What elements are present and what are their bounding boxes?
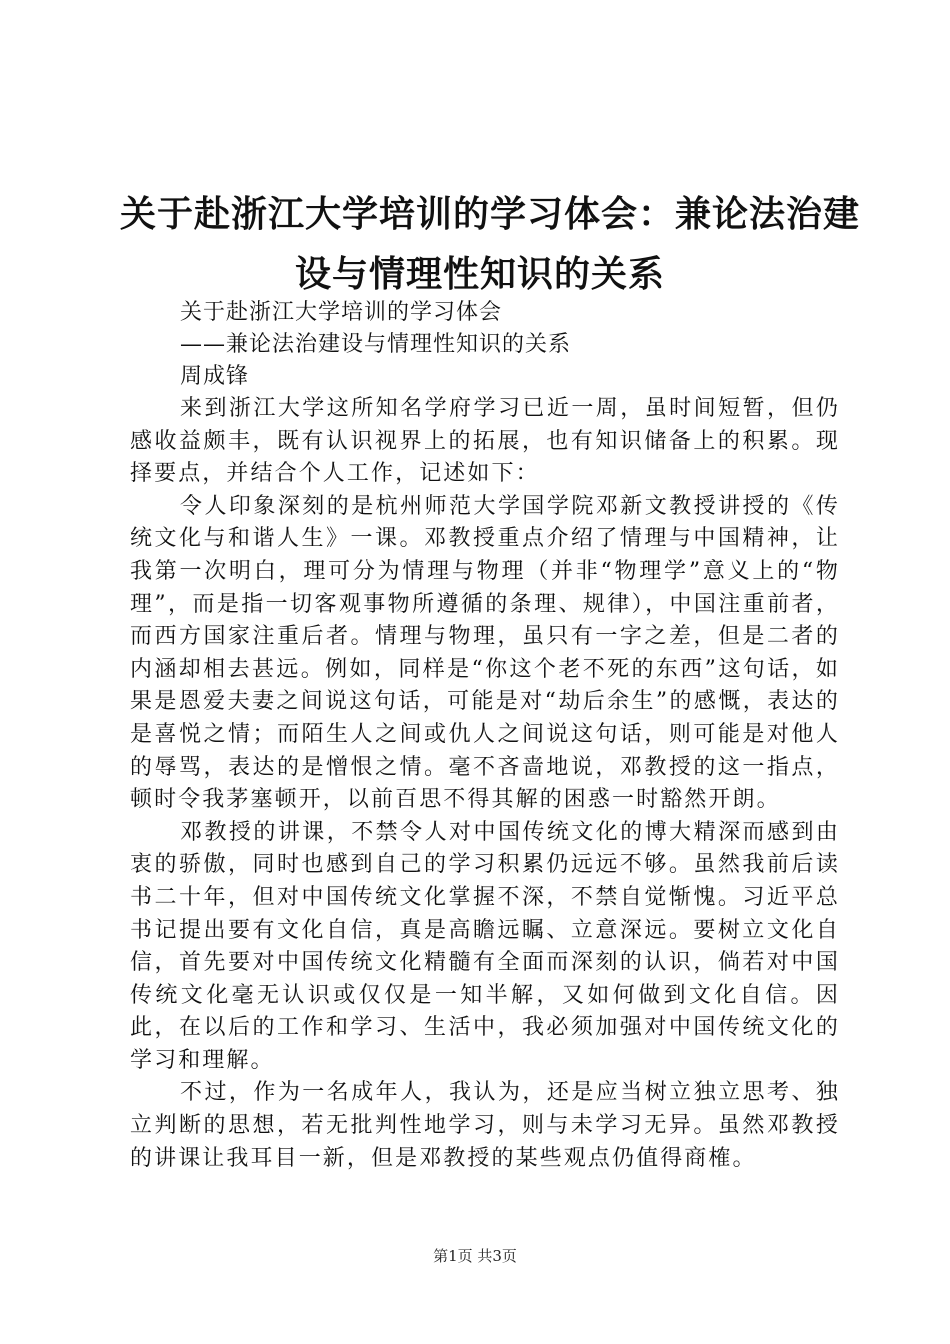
- article-subheading: ——兼论法治建设与情理性知识的关系: [180, 332, 572, 357]
- page-footer: [0, 1246, 950, 1266]
- title-line-2: 设与情理性知识的关系: [294, 253, 665, 295]
- document-title: [120, 184, 861, 304]
- body-paragraph: 邓教授的讲课，不禁令人对中国传统文化的博大精深而感到由衷的骄傲，同时也感到自己的学习积累仍远远不够。虽然我前后读书二十年，但对中国传统文化掌握不深，不禁自觉惭愧。习近平总书记提出要有文化自信，真是高瞻远瞩、立意深远。要树立文化自信，首先要对中国传统文化精髓有全面而深刻的认识，倘若对中国传统文化毫无认识或仅仅是一知半解，又如何做到文化自信。因此，在以后的工作和学习、生活中，我必须加强对中国传统文化的学习和理解。: [130, 819, 840, 1073]
- document-body: [130, 393, 840, 1175]
- article-heading: 关于赴浙江大学培训的学习体会: [180, 300, 503, 325]
- body-paragraph: 不过，作为一名成年人，我认为，还是应当树立独立思考、独立判断的思想，若无批判性地学习，则与未学习无异。虽然邓教授的讲课让我耳目一新，但是邓教授的某些观点仍值得商榷。: [130, 1080, 840, 1171]
- author-name: 周成锋: [180, 364, 250, 389]
- body-paragraph: 令人印象深刻的是杭州师范大学国学院邓新文教授讲授的《传统文化与和谐人生》一课。邓教授重点介绍了情理与中国精神，让我第一次明白，理可分为情理与物理（并非“物理学”意义上的“物理”，而是指一切客观事物所遵循的条理、规律），中国注重前者，而西方国家注重后者。情理与物理，虽只有一字之差，但是二者的内涵却相去甚远。例如，同样是“你这个老不死的东西”这句话，如果是恩爱夫妻之间说这句话，可能是对“劫后余生”的感慨，表达的是喜悦之情；而陌生人之间或仇人之间说这句话，则可能是对他人的辱骂，表达的是憎恨之情。毫不吝啬地说，邓教授的这一指点，顿时令我茅塞顿开，以前百思不得其解的困惑一时豁然开朗。: [130, 493, 840, 813]
- page-number-label: 第1页 共3页: [433, 1247, 517, 1265]
- title-line-1: 关于赴浙江大学培训的学习体会：兼论法治建: [120, 193, 861, 235]
- body-paragraph: 来到浙江大学这所知名学府学习已近一周，虽时间短暂，但仍感收益颇丰，既有认识视界上的拓展，也有知识储备上的积累。现择要点，并结合个人工作，记述如下：: [130, 396, 840, 487]
- document-meta: [180, 297, 840, 393]
